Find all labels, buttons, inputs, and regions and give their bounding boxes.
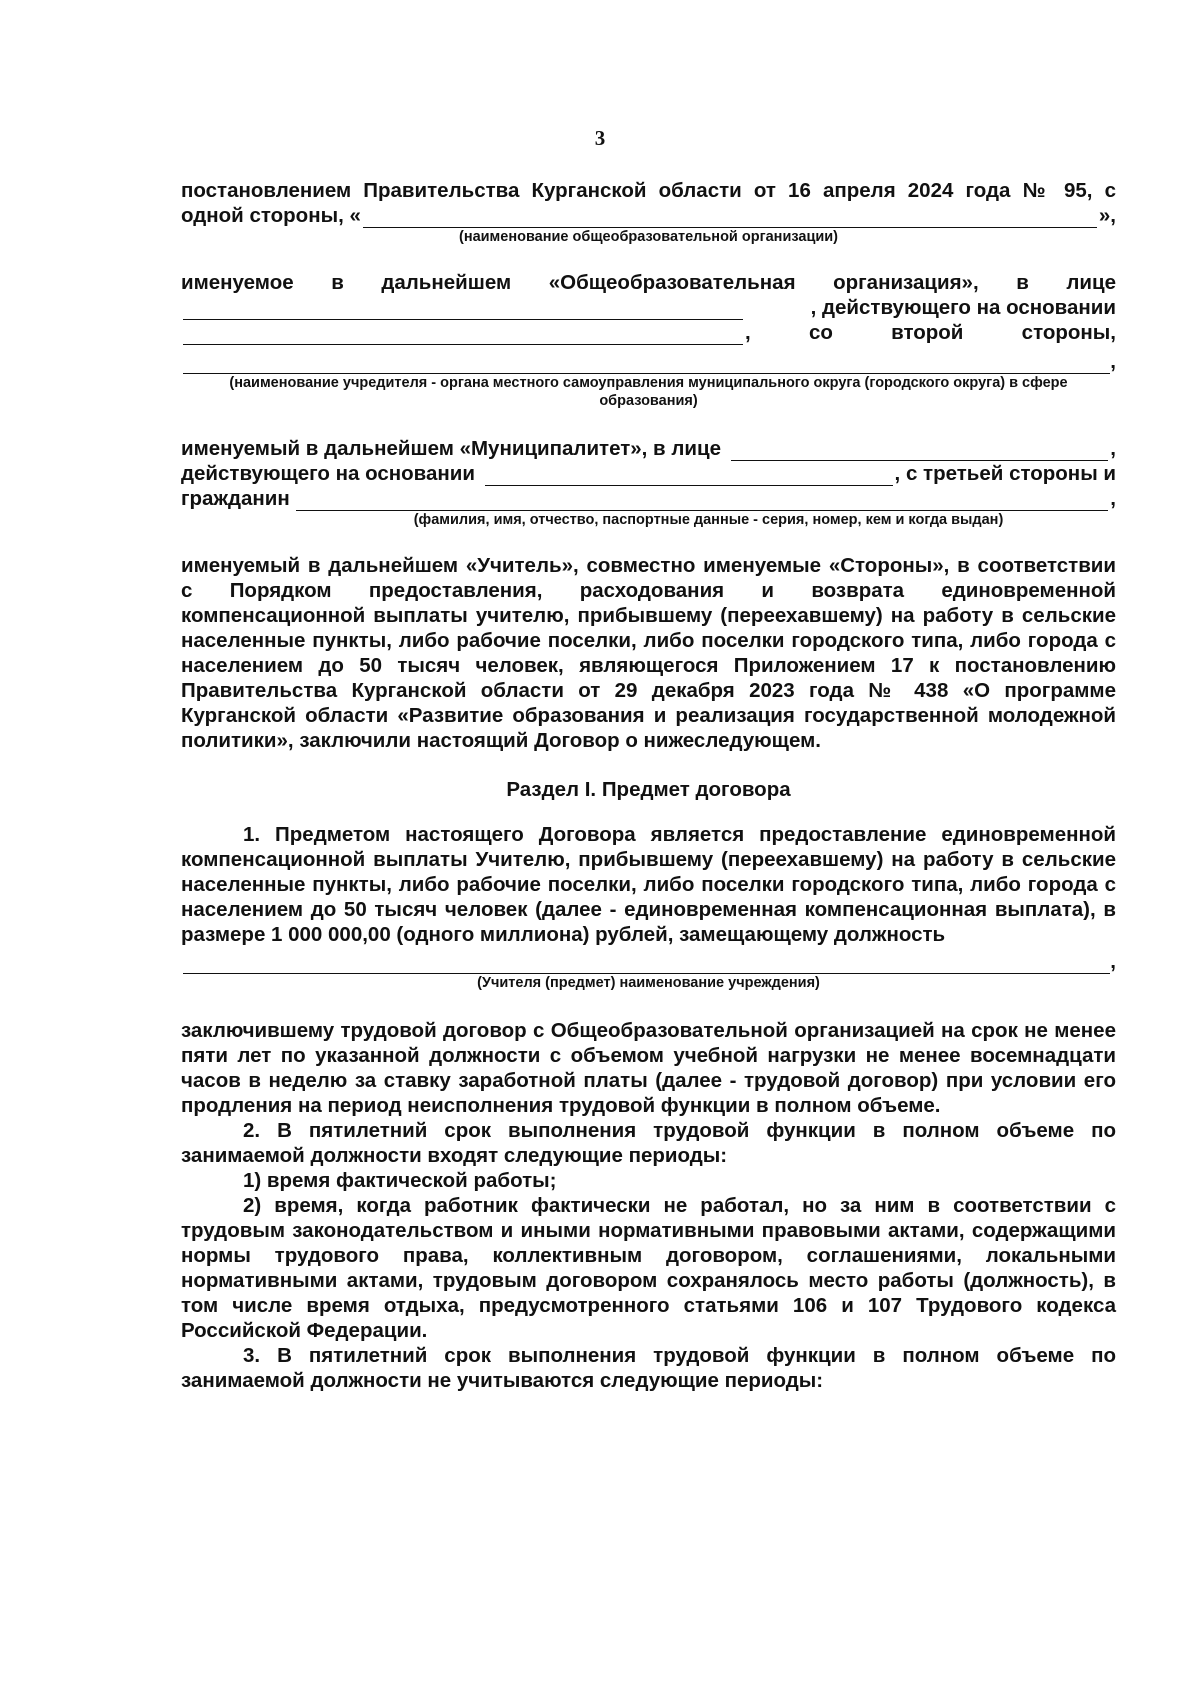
clause-3: 3. В пятилетний срок выполнения трудовой функции в полном объеме по занимаемой должности не учитываются следующие периоды: — [181, 1344, 1116, 1392]
party2-line-1: именуемое в дальнейшем «Общеобразовательная организация», в лице — [181, 271, 1116, 294]
page-number: 3 — [594, 126, 606, 150]
clause-2: 2. В пятилетний срок выполнения трудовой функции в полном объеме по занимаемой должности входят следующие периоды: — [181, 1119, 1116, 1167]
note-founder: (наименование учредителя - органа местного самоуправления муниципального округа (городского округа) в сфере образования) — [229, 375, 1068, 409]
section-heading: Раздел I. Предмет договора — [506, 778, 791, 801]
clause-1-line-end: , — [1110, 950, 1116, 973]
note-position: (Учителя (предмет) наименование учреждения) — [477, 975, 820, 991]
org-name-blank — [363, 208, 1097, 228]
party2-row-2 — [181, 295, 1116, 320]
party3-line-1-end: , — [1110, 437, 1116, 460]
intro-line-2-end: », — [1098, 204, 1116, 227]
position-blank — [183, 954, 1110, 974]
preamble-paragraph: именуемый в дальнейшем «Учитель», совместно именуемые «Стороны», в соответствии с Порядком предоставления, расходования и возврата единовременной компенсационной выплаты учителю, прибывшему (переехавшему) на работу в сельские населенные пункты, либо рабочие поселки, либо поселки городского типа, либо города с населением до 50 тысяч человек, являющегося Приложением 17 к постановлению Правительства Курганской области от 29 декабря 2023 года № 438 «О программе Курганской области «Развитие образования и реализация государственной молодежной политики», заключили настоящий Договор о нижеследующем. — [181, 554, 1116, 752]
party2-line-2-end: , действующего на основании — [810, 296, 1116, 319]
founder-blank — [183, 354, 1110, 374]
document-body — [181, 178, 1116, 1393]
note-person: (фамилия, имя, отчество, паспортные данные - серия, номер, кем и когда выдан) — [413, 512, 1004, 528]
intro-line-2-start: одной стороны, « — [181, 204, 361, 227]
basis-blank — [183, 325, 743, 345]
party3-line-2-start: действующего на основании — [181, 462, 475, 485]
party2-row-3 — [181, 320, 1116, 345]
party3-line-2-end: , с третьей стороны и — [894, 462, 1116, 485]
municipality-rep-blank — [731, 441, 1108, 461]
municipality-basis-blank — [485, 466, 893, 486]
intro-line-1: постановлением Правительства Курганской области от 16 апреля 2024 года № 95, с — [181, 179, 1116, 202]
clause-2-item-2: 2) время, когда работник фактически не работал, но за ним в соответствии с трудовым законодательством и иными нормативными правовыми актами, содержащими нормы трудового права, коллективным договором, соглашениями, локальными нормативными актами, трудовым договором сохранялось место работы (должность), в том числе время отдыха, предусмотренного статьями 106 и 107 Трудового кодекса Российской Федерации. — [181, 1194, 1116, 1342]
clause-1: 1. Предметом настоящего Договора является предоставление единовременной компенсационной выплаты Учителю, прибывшему (переехавшему) на работу в сельские населенные пункты, либо рабочие поселки, либо поселки городского типа, либо города с населением до 50 тысяч человек (далее - единовременная компенсационная выплата), в размере 1 000 000,00 (одного миллиона) рублей, замещающему должность — [181, 823, 1116, 946]
representative-blank — [183, 300, 743, 320]
party3-row-3 — [181, 486, 1116, 511]
citizen-blank — [296, 491, 1109, 511]
clause-2-item-1: 1) время фактической работы; — [243, 1169, 557, 1192]
note-org: (наименование общеобразовательной организации) — [458, 229, 839, 245]
org-name-row — [181, 203, 1116, 228]
party3-line-1-start: именуемый в дальнейшем «Муниципалитет», в лице — [181, 437, 721, 460]
party3-row-2 — [181, 461, 1116, 486]
party2-line-4-end: , — [1110, 350, 1116, 373]
founder-row — [181, 349, 1116, 374]
party3-row-1 — [181, 436, 1116, 461]
party3-line-3-start: гражданин — [181, 487, 290, 510]
clause-1-continuation: заключившему трудовой договор с Общеобразовательной организацией на срок не менее пяти лет по указанной должности с объемом учебной нагрузки не менее восемнадцати часов в неделю за ставку заработной платы (далее - трудовой договор) при условии его продления на период неисполнения трудовой функции в полном объеме. — [181, 1019, 1116, 1117]
position-row — [181, 949, 1116, 974]
party2-line-3-end: , со второй стороны, — [745, 321, 1116, 344]
party3-line-3-end: , — [1110, 487, 1116, 510]
